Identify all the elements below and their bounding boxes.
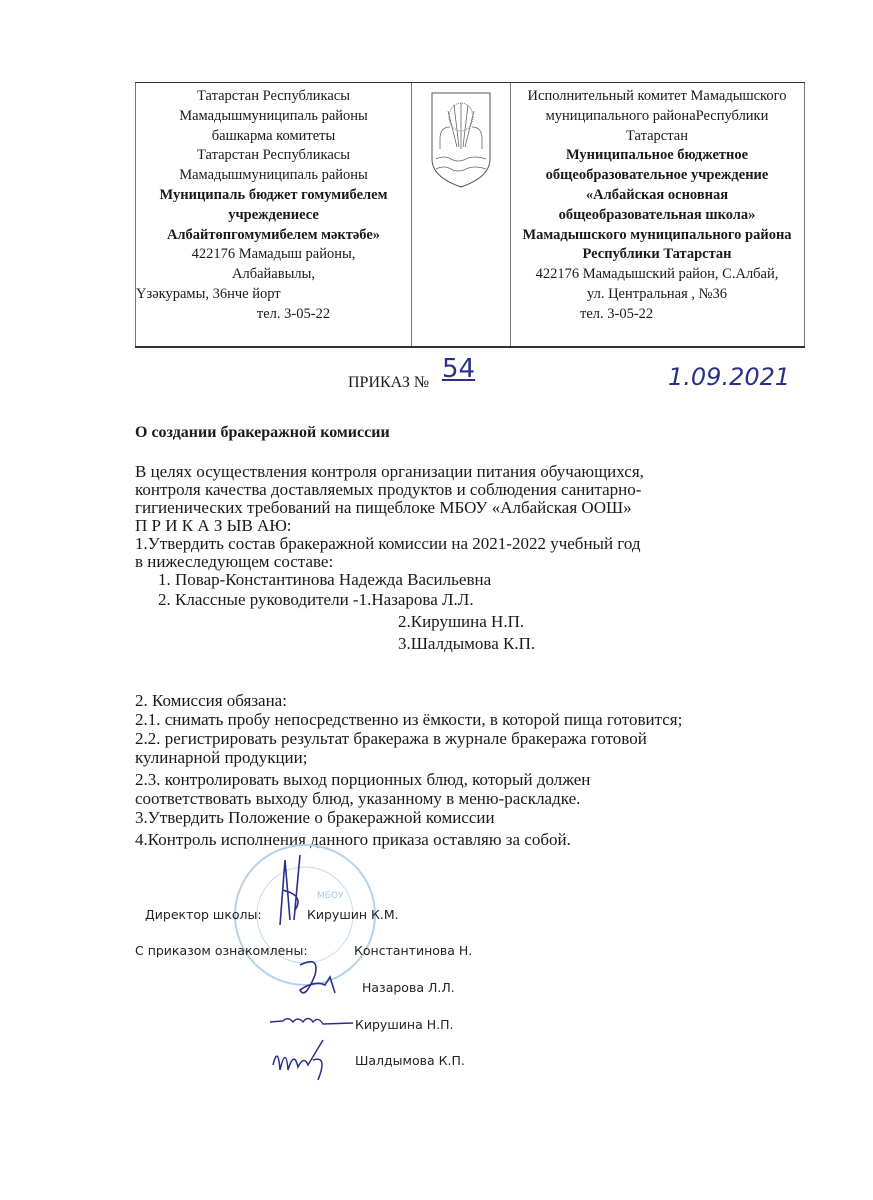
header-line: Татарстан xyxy=(626,127,688,144)
header-line: тел. 3-05-22 xyxy=(256,305,331,322)
letterhead xyxy=(135,82,805,348)
signature-icon xyxy=(295,955,345,1005)
member-line: 3.Шалдымова К.П. xyxy=(398,634,536,653)
header-line: ул. Центральная , №36 xyxy=(586,285,727,302)
signer-name: Кирушина Н.П. xyxy=(355,1017,454,1032)
director-label: Директор школы: xyxy=(145,907,262,922)
member-line: 1. Повар-Константинова Надежда Васильевна xyxy=(158,570,492,589)
header-line: 422176 Мамадышский район, С.Албай, xyxy=(535,266,779,283)
signer-name: Шалдымова К.П. xyxy=(355,1053,465,1068)
acquainted-label: С приказом ознакомлены: xyxy=(135,943,308,958)
duty-line: 3.Утвердить Положение о бракеражной комиссии xyxy=(135,808,495,827)
header-line: Муниципаль бюджет гомумибелем xyxy=(159,186,388,203)
header-line: Үзәкурамы, 36нче йорт xyxy=(136,285,281,302)
duty-line: соответствовать выходу блюд, указанному в меню-раскладке. xyxy=(135,789,581,808)
signature-icon xyxy=(268,1035,348,1085)
signer-name: Назарова Л.Л. xyxy=(362,980,455,995)
order-label: ПРИКАЗ № xyxy=(348,374,430,391)
header-line: общеобразовательная школа» xyxy=(558,206,756,223)
header-line: башкарма комитеты xyxy=(211,127,336,144)
body-line: В целях осуществления контроля организации питания обучающихся, xyxy=(135,462,644,481)
duty-line: 2. Комиссия обязана: xyxy=(135,691,287,710)
header-line: общеобразовательное учреждение xyxy=(545,167,769,184)
letterhead-tatar xyxy=(135,83,411,346)
signer-name: Константинова Н. xyxy=(354,943,473,958)
header-line: Республики Татарстан xyxy=(582,246,732,263)
duty-line: 2.3. контролировать выход порционных блюд, который должен xyxy=(135,770,591,789)
header-line: Мамадышмуниципаль районы xyxy=(179,107,368,124)
body-line: 1.Утвердить состав бракеражной комиссии на 2021-2022 учебный год xyxy=(135,534,641,553)
header-line: Татарстан Республикасы xyxy=(197,88,350,104)
order-title: О создании бракеражной комиссии xyxy=(135,424,390,441)
signature-icon xyxy=(268,1010,358,1035)
header-line: «Албайская основная xyxy=(585,186,729,203)
header-line: Татарстан Республикасы xyxy=(197,147,350,164)
header-line: Албайавылы, xyxy=(232,266,315,283)
order-date: 1.09.2021 xyxy=(668,363,791,391)
duty-line: кулинарной продукции; xyxy=(135,748,308,767)
header-line: муниципального районаРеспублики xyxy=(545,107,769,124)
stamp-text: МБОУ xyxy=(317,891,344,901)
member-line: 2. Классные руководители -1.Назарова Л.Л. xyxy=(158,590,474,609)
body-line: контроля качества доставляемых продуктов и соблюдения санитарно- xyxy=(135,480,642,499)
header-line: тел. 3-05-22 xyxy=(580,305,654,322)
header-line: Албайтөпгомумибелем мәктәбе» xyxy=(166,226,381,243)
header-line: учреждениесе xyxy=(228,206,319,223)
director-name: Кирушин К.М. xyxy=(307,907,399,922)
header-line: Мамадышмуниципаль районы xyxy=(179,167,368,184)
body-line: в нижеследующем составе: xyxy=(135,552,334,571)
header-line: Исполнительный комитет Мамадышского xyxy=(527,88,787,104)
letterhead-russian xyxy=(510,83,805,346)
coat-of-arms-icon xyxy=(426,89,496,189)
duty-line: 2.2. регистрировать результат бракеража в журнале бракеража готовой xyxy=(135,729,647,748)
header-line: Муниципальное бюджетное xyxy=(565,147,749,164)
order-number: 54 xyxy=(442,354,476,384)
header-line: 422176 Мамадыш районы, xyxy=(191,246,356,263)
header-line: Мамадышского муниципального района xyxy=(522,226,792,243)
coat-of-arms-cell xyxy=(411,83,511,346)
body-line: П Р И К А З ЫВ АЮ: xyxy=(135,516,292,535)
duty-line: 2.1. снимать пробу непосредственно из ёмкости, в которой пища готовится; xyxy=(135,710,683,729)
body-line: гигиенических требований на пищеблоке МБОУ «Албайская ООШ» xyxy=(135,498,632,517)
member-line: 2.Кирушина Н.П. xyxy=(398,612,525,631)
duty-line: 4.Контроль исполнения данного приказа оставляю за собой. xyxy=(135,830,571,849)
